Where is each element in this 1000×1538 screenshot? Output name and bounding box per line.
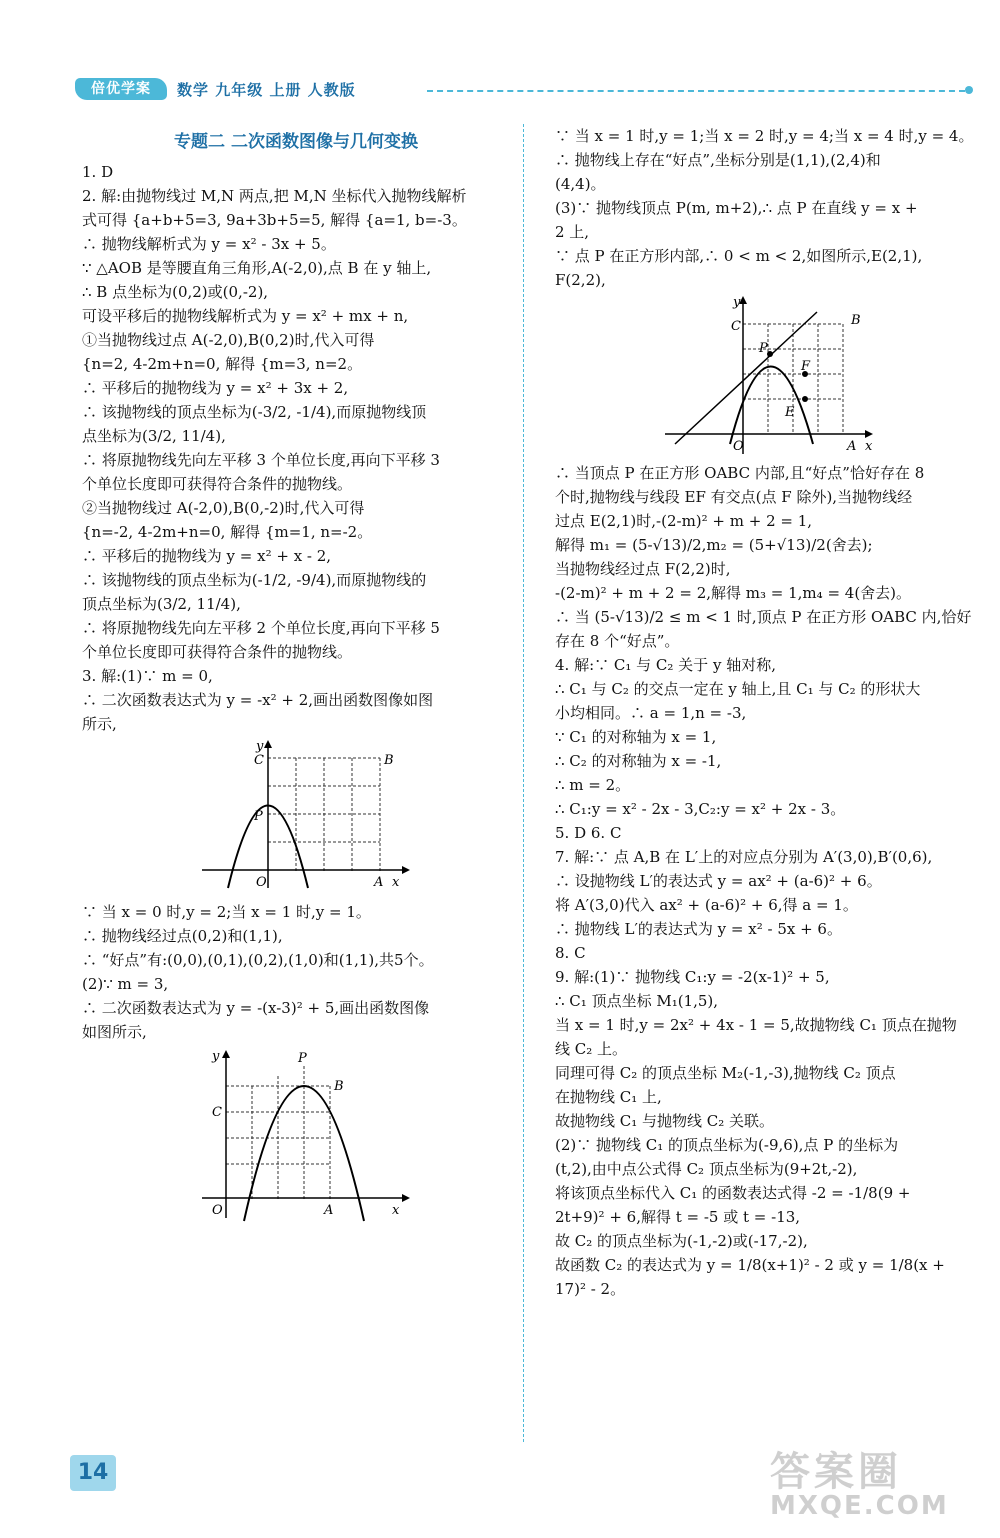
text-line: 同理可得 C₂ 的顶点坐标 M₂(-1,-3),抛物线 C₂ 顶点	[555, 1064, 896, 1082]
fig2-c-label: C	[212, 1105, 222, 1120]
text-line: 当抛物线经过点 F(2,2)时,	[555, 560, 731, 578]
text-line: ∵ △AOB 是等腰直角三角形,A(-2,0),点 B 在 y 轴上,	[82, 259, 432, 277]
fig3-x-label: x	[865, 439, 873, 454]
header-dot	[965, 86, 973, 94]
column-divider	[523, 124, 524, 1442]
left-column	[82, 124, 510, 1228]
fig2-x-label: x	[392, 1203, 400, 1218]
figure-square-parabola	[655, 294, 885, 459]
text-line: (3)∵ 抛物线顶点 P(m, m+2),∴ 点 P 在直线 y = x +	[555, 199, 918, 217]
text-line: ∴ 抛物线解析式为 y = x² - 3x + 5。	[82, 235, 336, 253]
right-text-block-2	[555, 461, 970, 1301]
text-line: 顶点坐标为(3/2, 11/4),	[82, 595, 241, 613]
text-line: 个单位长度即可获得符合条件的抛物线。	[82, 643, 353, 661]
text-line: 故函数 C₂ 的表达式为 y = 1/8(x+1)² - 2 或 y = 1/8(x +	[555, 1256, 945, 1274]
page-header	[75, 76, 975, 104]
page-number: 14	[70, 1455, 116, 1491]
text-line: 7. 解:∵ 点 A,B 在 L′上的对应点分别为 A′(3,0),B′(0,6),	[555, 848, 933, 866]
fig3-a-label: A	[847, 439, 857, 454]
text-line: ∵ 当 x = 1 时,y = 1;当 x = 2 时,y = 4;当 x = 4 时,y = 4。	[555, 127, 974, 145]
text-line: ∴ 当顶点 P 在正方形 OABC 内部,且“好点”恰好存在 8	[555, 464, 925, 482]
text-line: 线 C₂ 上。	[555, 1040, 628, 1058]
text-line: 2 上,	[555, 223, 590, 241]
text-line: (t,2),由中点公式得 C₂ 顶点坐标为(9+2t,-2),	[555, 1160, 858, 1178]
text-line: ∴ 设抛物线 L′的表达式 y = ax² + (a-6)² + 6。	[555, 872, 882, 890]
fig1-x-label: x	[392, 875, 400, 890]
text-line: 4. 解:∵ C₁ 与 C₂ 关于 y 轴对称,	[555, 656, 776, 674]
text-line: F(2,2),	[555, 271, 606, 289]
figure-parabola-1	[192, 738, 422, 898]
text-line: -(2-m)² + m + 2 = 2,解得 m₃ = 1,m₄ = 4(舍去)。	[555, 584, 912, 602]
text-line: ∵ C₁ 的对称轴为 x = 1,	[555, 728, 717, 746]
fig2-a-label: A	[324, 1203, 334, 1218]
text-line: ∴ 将原抛物线先向左平移 3 个单位长度,再向下平移 3	[82, 451, 440, 469]
watermark-top: 答案圈	[770, 1449, 902, 1495]
text-line: ∴ 二次函数表达式为 y = -(x-3)² + 5,画出函数图像	[82, 999, 430, 1017]
text-line: 3. 解:(1)∵ m = 0,	[82, 667, 213, 685]
fig2-b-label: B	[334, 1079, 344, 1094]
text-line: ∴ 二次函数表达式为 y = -x² + 2,画出函数图像如图	[82, 691, 434, 709]
text-line: (4,4)。	[555, 175, 606, 193]
text-line: 故 C₂ 的顶点坐标为(-1,-2)或(-17,-2),	[555, 1232, 808, 1250]
text-line: 在抛物线 C₁ 上,	[555, 1088, 662, 1106]
text-line: ∴ m = 2。	[555, 776, 631, 794]
section-title: 专题二 二次函数图像与几何变换	[174, 132, 418, 152]
figure-parabola-2	[182, 1046, 422, 1226]
text-line: (2)∵ m = 3,	[82, 975, 169, 993]
brand-logo: 倍优学案	[75, 78, 167, 100]
fig3-o-label: O	[733, 439, 744, 454]
fig3-p-label: P	[759, 341, 768, 356]
text-line: 过点 E(2,1)时,-(2-m)² + m + 2 = 1,	[555, 512, 813, 530]
fig1-o-label: O	[256, 875, 267, 890]
text-line: 将该顶点坐标代入 C₁ 的函数表达式得 -2 = -1/8(9 +	[555, 1184, 911, 1202]
text-line: ∴ 平移后的抛物线为 y = x² + x - 2,	[82, 547, 332, 565]
right-text-block-1	[555, 124, 974, 292]
left-text-block-2	[82, 900, 510, 1044]
text-line: {n=2, 4-2m+n=0, 解得 {m=3, n=2。	[82, 355, 363, 373]
text-line: 点坐标为(3/2, 11/4),	[82, 427, 226, 445]
text-line: ∴ “好点”有:(0,0),(0,1),(0,2),(1,0)和(1,1),共5个。	[82, 951, 434, 969]
text-line: 5. D 6. C	[555, 824, 622, 842]
text-line: ∴ C₁:y = x² - 2x - 3,C₂:y = x² + 2x - 3。	[555, 800, 846, 818]
fig1-p-label: P	[254, 809, 263, 824]
text-line: ∴ C₂ 的对称轴为 x = -1,	[555, 752, 722, 770]
text-line: ∴ 抛物线上存在“好点”,坐标分别是(1,1),(2,4)和	[555, 151, 881, 169]
text-line: {n=-2, 4-2m+n=0, 解得 {m=1, n=-2。	[82, 523, 373, 541]
text-line: ∴ 将原抛物线先向左平移 2 个单位长度,再向下平移 5	[82, 619, 440, 637]
text-line: ∴ 平移后的抛物线为 y = x² + 3x + 2,	[82, 379, 349, 397]
text-line: 1. D	[82, 163, 114, 181]
fig1-b-label: B	[384, 753, 394, 768]
fig2-o-label: O	[212, 1203, 223, 1218]
watermark-logo	[770, 1440, 980, 1530]
text-line: 17)² - 2。	[555, 1280, 626, 1298]
fig1-c-label: C	[254, 753, 264, 768]
text-line: ∴ C₁ 与 C₂ 的交点一定在 y 轴上,且 C₁ 与 C₂ 的形状大	[555, 680, 921, 698]
text-line: 将 A′(3,0)代入 ax² + (a-6)² + 6,得 a = 1。	[555, 896, 858, 914]
fig1-a-label: A	[374, 875, 384, 890]
watermark-bottom: MXQE.COM	[770, 1491, 949, 1521]
text-line: 解得 m₁ = (5-√13)/2,m₂ = (5+√13)/2(舍去);	[555, 536, 873, 554]
text-line: 9. 解:(1)∵ 抛物线 C₁:y = -2(x-1)² + 5,	[555, 968, 830, 986]
text-line: 个时,抛物线与线段 EF 有交点(点 F 除外),当抛物线经	[555, 488, 913, 506]
text-line: ①当抛物线过点 A(-2,0),B(0,2)时,代入可得	[82, 331, 375, 349]
text-line: ∴ 该抛物线的顶点坐标为(-3/2, -1/4),而原抛物线顶	[82, 403, 427, 421]
fig1-y-label: y	[256, 739, 264, 754]
header-rule	[427, 90, 965, 92]
text-line: ∴ C₁ 顶点坐标 M₁(1,5),	[555, 992, 719, 1010]
fig3-e-label: E	[785, 405, 795, 420]
text-line: ∴ 当 (5-√13)/2 ≤ m < 1 时,顶点 P 在正方形 OABC 内,恰好	[555, 608, 972, 626]
text-line: 如图所示,	[82, 1023, 147, 1041]
text-line: 2t+9)² + 6,解得 t = -5 或 t = -13,	[555, 1208, 801, 1226]
text-line: 当 x = 1 时,y = 2x² + 4x - 1 = 5,故抛物线 C₁ 顶点在抛物	[555, 1016, 957, 1034]
text-line: (2)∵ 抛物线 C₁ 的顶点坐标为(-9,6),点 P 的坐标为	[555, 1136, 899, 1154]
text-line: 故抛物线 C₁ 与抛物线 C₂ 关联。	[555, 1112, 775, 1130]
text-line: 存在 8 个“好点”。	[555, 632, 680, 650]
fig2-y-label: y	[212, 1049, 220, 1064]
text-line: 8. C	[555, 944, 586, 962]
text-line: 式可得 {a+b+5=3, 9a+3b+5=5, 解得 {a=1, b=-3。	[82, 211, 467, 229]
text-line: ②当抛物线过 A(-2,0),B(0,-2)时,代入可得	[82, 499, 365, 517]
text-line: ∴ 抛物线 L′的表达式为 y = x² - 5x + 6。	[555, 920, 842, 938]
text-line: ∵ 点 P 在正方形内部,∴ 0 < m < 2,如图所示,E(2,1),	[555, 247, 923, 265]
text-line: 可设平移后的抛物线解析式为 y = x² + mx + n,	[82, 307, 409, 325]
text-line: ∴ B 点坐标为(0,2)或(0,-2),	[82, 283, 269, 301]
text-line: 2. 解:由抛物线过 M,N 两点,把 M,N 坐标代入抛物线解析	[82, 187, 467, 205]
text-line: 所示,	[82, 715, 117, 733]
right-column	[555, 124, 974, 1301]
header-subject: 数学 九年级 上册 人教版	[177, 81, 356, 99]
text-line: 个单位长度即可获得符合条件的抛物线。	[82, 475, 353, 493]
text-line: ∴ 抛物线经过点(0,2)和(1,1),	[82, 927, 283, 945]
text-line: ∵ 当 x = 0 时,y = 2;当 x = 1 时,y = 1。	[82, 903, 371, 921]
fig3-f-label: F	[801, 359, 811, 374]
text-line: ∴ 该抛物线的顶点坐标为(-1/2, -9/4),而原抛物线的	[82, 571, 427, 589]
left-text-block	[82, 160, 510, 736]
text-line: 小均相同。∴ a = 1,n = -3,	[555, 704, 747, 722]
fig3-b-label: B	[851, 313, 861, 328]
fig3-y-label: y	[733, 295, 741, 310]
fig3-c-label: C	[731, 319, 741, 334]
fig2-p-label: P	[298, 1051, 307, 1066]
